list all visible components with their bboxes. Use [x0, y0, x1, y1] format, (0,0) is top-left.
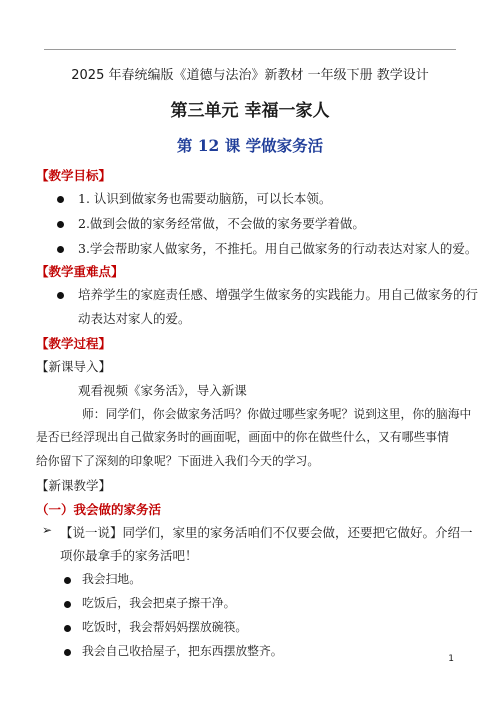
objective-item: 3.学会帮助家人做家务，不推托。用自己做家务的行动表达对家人的爱。: [78, 241, 478, 256]
bullet-icon: [57, 246, 64, 253]
process-heading: 【教学过程】: [36, 336, 112, 351]
key-points-heading: 【教学重难点】: [36, 264, 124, 279]
chore-item: 我会自己收拾屋子，把东西摆放整齐。: [82, 644, 283, 658]
teach-heading: 【新课教学】: [36, 478, 112, 493]
page-number: 1: [448, 654, 454, 664]
bullet-icon: [64, 601, 71, 608]
teacher-line: 给你留下了深刻的印象呢？下面进入我们今天的学习。: [36, 454, 320, 468]
intro-heading: 【新课导入】: [36, 359, 112, 374]
chore-item: 我会扫地。: [82, 572, 141, 586]
teacher-line: 是否已经浮现出自己做家务时的画面呢，画面中的你在做些什么，又有哪些事情: [36, 430, 449, 444]
intro-line: 观看视频《家务活》，导入新课: [78, 383, 247, 398]
bullet-icon: [57, 221, 64, 228]
chore-item: 吃饭后，我会把桌子擦干净。: [82, 596, 236, 610]
chore-item: 吃饭时，我会帮妈妈摆放碗筷。: [82, 620, 248, 634]
objective-item: 2.做到会做的家务经常做，不会做的家务要学着做。: [78, 216, 365, 231]
arrow-bullet-icon: ➢: [42, 523, 53, 537]
bullet-icon: [64, 577, 71, 584]
say-line: 项你最拿手的家务活吧！: [60, 548, 198, 563]
part1-title: （一）我会做的家务活: [36, 502, 162, 517]
bullet-icon: [64, 625, 71, 632]
key-point-line: 培养学生的家庭责任感、增强学生做家务的实践能力。用自己做家务的行: [78, 287, 479, 302]
lesson-title: 第 12 课 学做家务活: [176, 136, 324, 155]
bullet-icon: [64, 649, 71, 656]
objectives-heading: 【教学目标】: [36, 168, 112, 183]
unit-title: 第三单元 幸福一家人: [170, 101, 330, 121]
header-rule: [44, 49, 456, 50]
document-header: 2025 年春统编版《道德与法治》新教材 一年级下册 教学设计: [71, 68, 429, 83]
bullet-icon: [57, 196, 64, 203]
teacher-line: 师：同学们，你会做家务活吗？你做过哪些家务呢？说到这里，你的脑海中: [82, 407, 472, 421]
key-point-line: 动表达对家人的爱。: [78, 311, 191, 326]
bullet-icon: [57, 292, 64, 299]
objective-item: 1. 认识到做家务也需要动脑筋，可以长本领。: [78, 191, 332, 206]
say-line: 【说一说】同学们，家里的家务活咱们不仅要会做，还要把它做好。介绍一: [60, 525, 473, 540]
